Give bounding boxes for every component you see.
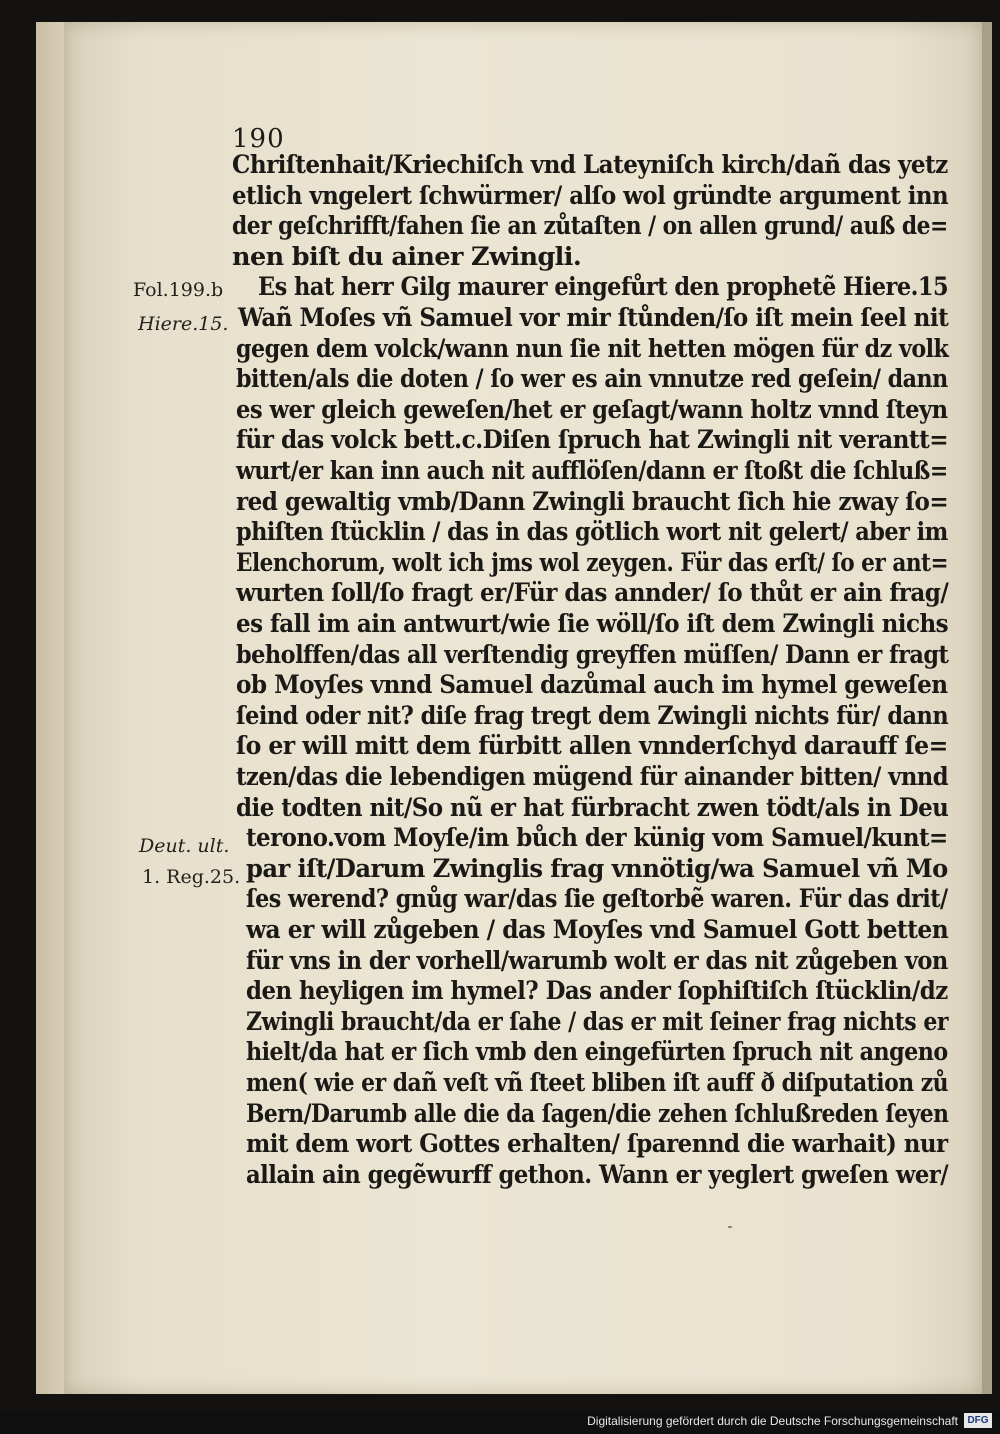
text-line: ob Moyſes vnnd Samuel dazůmal auch im hymel geweſen [236,670,948,701]
text-line: Bern/Darumb alle die da ſagen/die zehen ſchlußreden ſeyen [246,1098,949,1129]
text-line: Es hat herr Gilg maurer eingefůrt den prophetẽ Hiere.15 [258,272,949,303]
text-line: ſo er will mitt dem fürbitt allen vnnderſchyd darauff ſe= [236,731,948,762]
text-line: die todten nit/So nũ er hat fürbracht zwen tödt/als in Deu [236,792,949,823]
text-line: Wañ Moſes vñ Samuel vor mir ſtůnden/ſo iſt mein ſeel nit [238,303,949,333]
text-line: nen biſt du ainer Zwingli. [232,241,582,272]
text-line: wurten ſoll/ſo fragt er/Für das annder/ ſo thůt er ain frag/ [236,578,949,609]
text-line: wa er will zůgeben / das Moyſes vnd Samuel Gott betten [246,915,949,945]
dfg-logo: DFG [964,1413,992,1428]
paper-speck [728,1226,732,1228]
text-line: hielt/da hat er ſich vmb den eingefürten ſpruch nit angeno [246,1037,948,1068]
text-line: allain ain gegẽwurff gethon. Wann er yeglert gweſen wer/ [246,1159,948,1190]
text-line: men( wie er dañ veſt vñ ſteet bliben iſt auff ð diſputation zů [246,1068,949,1098]
text-line: ſeind oder nit? diſe frag tregt dem Zwingli nichts für/ dann [236,700,949,731]
text-line: für vns in der vorhell/warumb wolt er das nit zůgeben von [246,945,948,976]
text-line: phiſten ſtücklin / das in das götlich wort nit gelert/ aber im [236,517,948,548]
text-line: ſes werend? gnůg war/das ſie geſtorbẽ waren. Für das drit/ [246,884,948,915]
margin-note-deut: Deut. ult. [139,835,230,857]
footer-credit: Digitalisierung gefördert durch die Deutsche Forschungsgemeinschaft [587,1414,958,1428]
text-line: Zwingli braucht/da er ſahe / das er mit ſeiner frag nichts er [246,1006,948,1037]
margin-note-fol: Fol.199.b [133,279,224,301]
text-line: der geſchrifft/fahen ſie an zůtaſten / on allen grund/ auß de= [232,211,948,242]
text-line: etlich vngelert ſchwürmer/ alſo wol gründte argument inn [232,180,949,211]
text-line: Chriſtenhait/Kriechiſch vnd Lateyniſch kirch/dañ das yetz [232,150,948,180]
text-line: wurt/er kan inn auch nit aufflöſen/dann er ſtoßt die ſchluß= [236,456,948,486]
text-line: tzen/das die lebendigen mügend für ainander bitten/ vnnd [236,762,949,792]
text-line: es wer gleich geweſen/het er geſagt/wann holtz vnnd ſteyn [236,394,948,425]
text-line: red gewaltig vmb/Dann Zwingli braucht ſich hie zway ſo= [236,486,949,517]
text-line: par iſt/Darum Zwinglis frag vnnötig/wa Samuel vñ Mo [246,853,948,884]
text-line: terono.vom Moyſe/im bůch der künig vom Samuel/kunt= [246,823,948,854]
text-line: den heyligen im hymel? Das ander ſophiſtiſch ſtücklin/dz [246,976,948,1007]
margin-note-hiere: Hiere.15. [138,313,229,335]
page-number: 190 [232,124,285,154]
text-line: für das volck bett.c.Diſen ſpruch hat Zwingli nit verantt= [236,425,949,456]
text-line: Elenchorum, wolt ich jms wol zeygen. Für das erſt/ ſo er ant= [236,547,949,578]
text-line: beholffen/das all verſtendig greyffen müſſen/ Dann er fragt [236,639,949,670]
text-line: es fall im ain antwurt/wie ſie wöll/ſo iſt dem Zwingli nichs [236,609,949,639]
margin-note-reg: 1. Reg.25. [142,866,241,888]
text-line: gegen dem volck/wann nun ſie nit hetten mögen für dz volk [236,333,949,364]
text-line: bitten/als die doten / ſo wer es ain vnnutze red geſein/ dann [236,364,948,395]
text-line: mit dem wort Gottes erhalten/ ſparennd die warhait) nur [246,1129,948,1160]
page-edge [982,22,992,1394]
